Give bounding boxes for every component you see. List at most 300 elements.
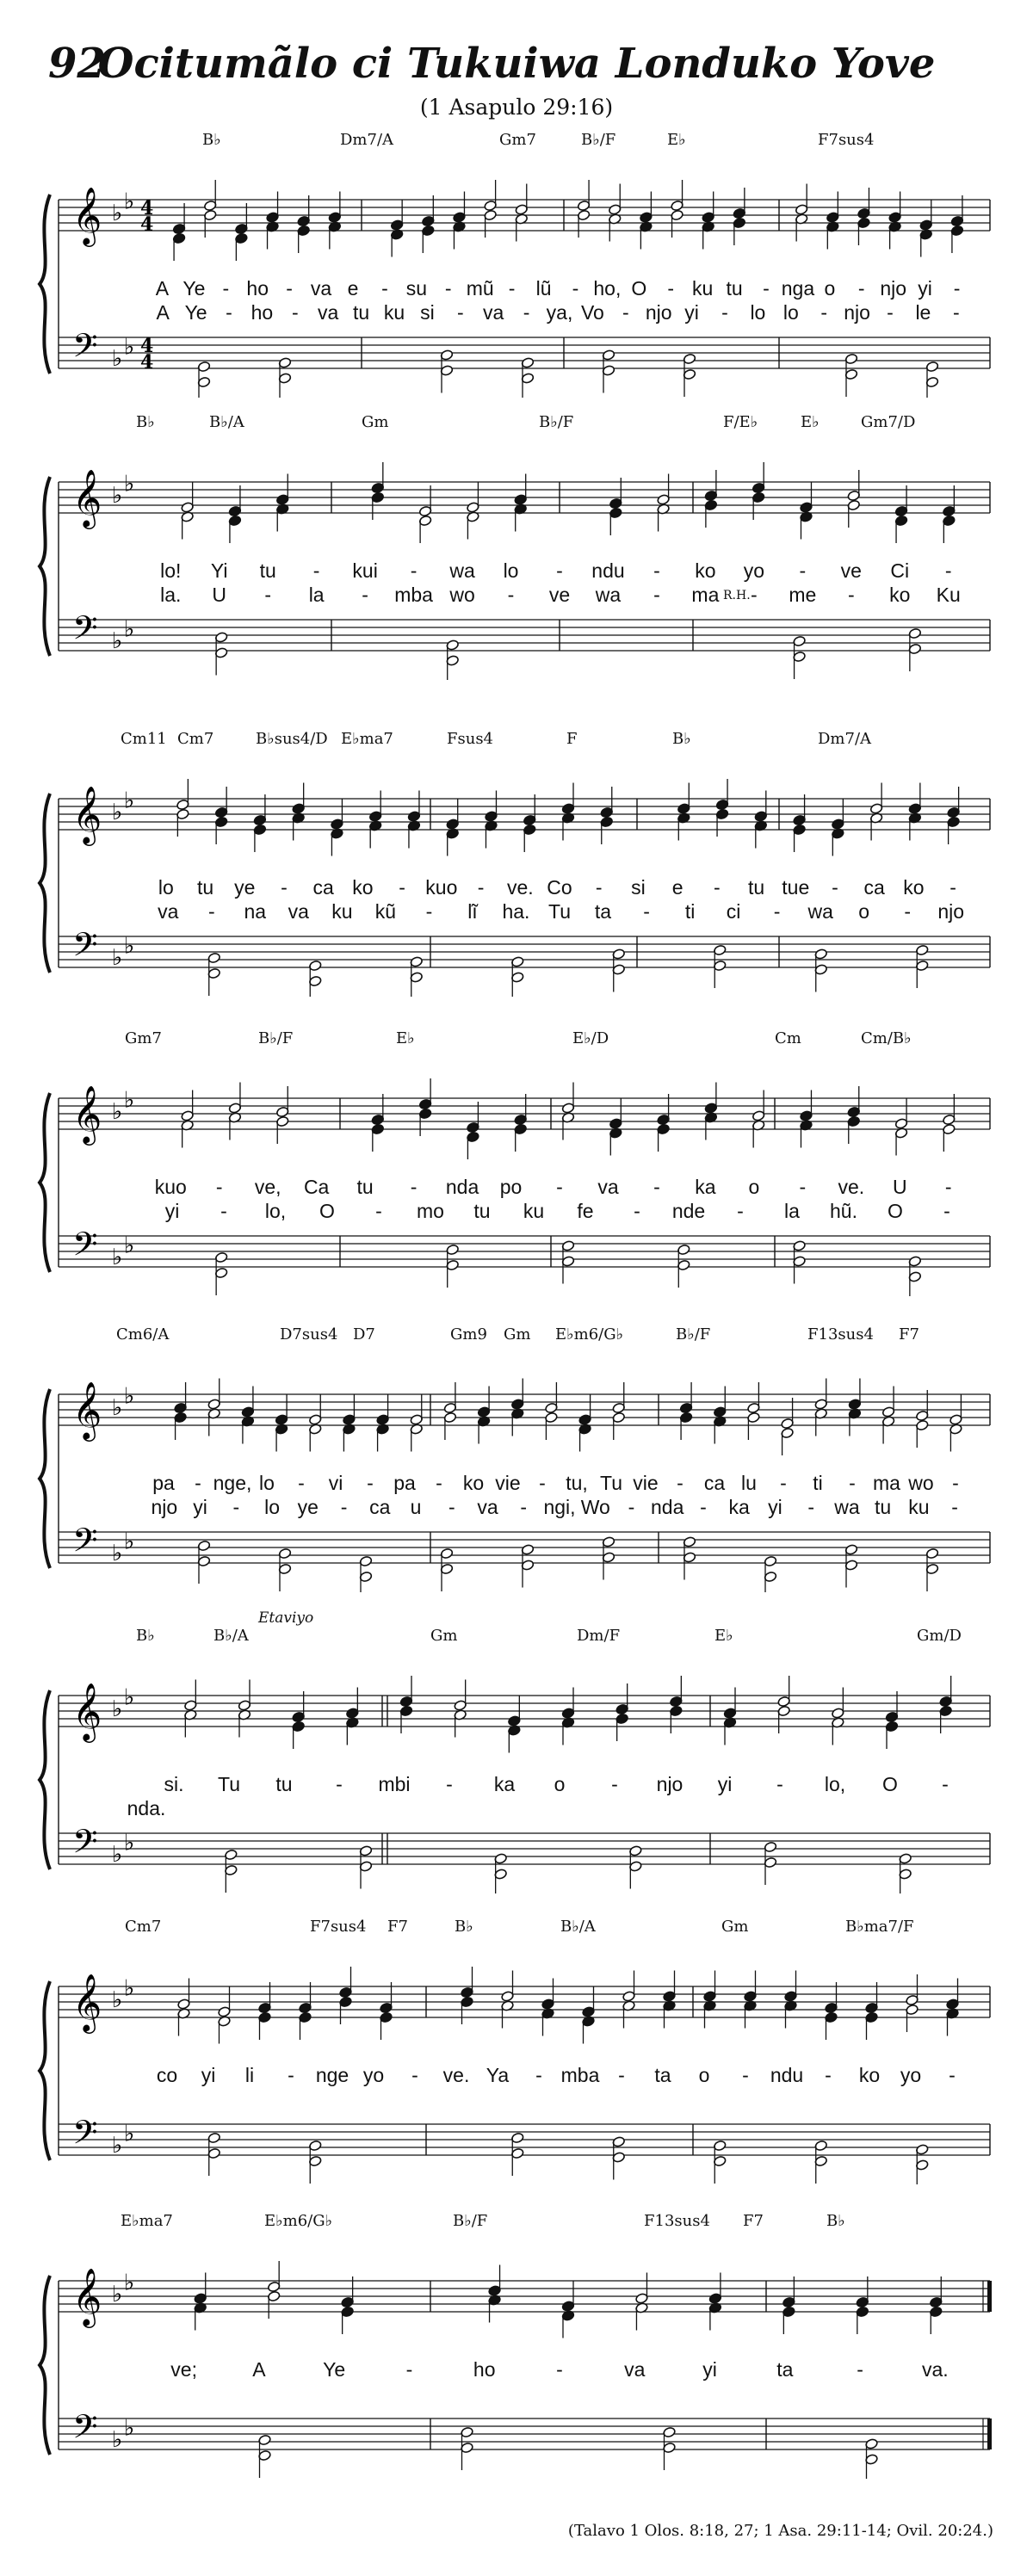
lyric-syllable: - xyxy=(405,2358,413,2381)
lyric-syllable: - xyxy=(951,1496,958,1518)
key-flat-icon: ♭ xyxy=(112,2282,123,2307)
lyric-syllable: lũ xyxy=(535,277,552,300)
key-flat-icon: ♭ xyxy=(124,1087,135,1114)
key-flat-icon: ♭ xyxy=(124,1684,135,1711)
lyric-syllable: - xyxy=(742,2064,749,2086)
key-flat-icon: ♭ xyxy=(124,1975,135,2002)
lyric-syllable: lo xyxy=(750,301,766,324)
treble-clef-icon: 𝄞 xyxy=(72,1381,102,1439)
lyric-syllable: - xyxy=(653,1176,660,1198)
chord-symbol: D7 xyxy=(353,1325,375,1344)
lyric-syllable: ve, xyxy=(254,1176,281,1198)
lyric-syllable: - xyxy=(949,876,956,899)
lyric-syllable: - xyxy=(340,1496,348,1518)
lyric-syllable: wa xyxy=(834,1496,860,1518)
lyric-syllable: wa xyxy=(807,900,833,923)
lyric-syllable: e xyxy=(347,277,359,300)
lyric-syllable: ko xyxy=(695,559,716,582)
lyric-syllable: nde xyxy=(671,1200,706,1222)
lyric-syllable: la. xyxy=(160,584,182,606)
lyric-syllable: - xyxy=(799,1176,807,1198)
chord-symbol: E♭/D xyxy=(572,1029,609,1047)
lyric-syllable: ko xyxy=(889,584,911,606)
chord-symbol: D7sus4 xyxy=(280,1325,338,1344)
lyric-syllable: lĩ xyxy=(467,900,478,923)
lyric-syllable: ca xyxy=(312,876,334,899)
lyric-syllable: kui xyxy=(352,559,378,582)
lyric-syllable: - xyxy=(737,1200,744,1222)
lyric-syllable: va xyxy=(310,277,332,300)
chord-symbol: Gm9 xyxy=(450,1325,487,1344)
lyric-syllable: va xyxy=(477,1496,498,1518)
chord-symbol: Cm6/A xyxy=(116,1325,170,1344)
lyric-syllable: nga xyxy=(781,277,815,300)
lyric-syllable: ve; xyxy=(170,2358,197,2381)
chord-symbol: Dm7/A xyxy=(818,730,872,748)
lyric-syllable: njo xyxy=(151,1496,178,1518)
lyric-syllable: - xyxy=(721,301,728,324)
lyric-syllable: - xyxy=(949,2064,956,2086)
lyric-syllable: - xyxy=(953,277,961,300)
lyrics-verse-2 xyxy=(0,1797,1033,1823)
key-flat-icon: ♭ xyxy=(112,483,123,509)
lyric-syllable: - xyxy=(556,2358,563,2381)
lyric-syllable: nge xyxy=(315,2064,349,2086)
lyric-syllable: - xyxy=(226,301,232,324)
treble-clef-icon: 𝄞 xyxy=(72,1682,102,1740)
lyric-syllable: - xyxy=(264,584,272,606)
lyric-syllable: yo xyxy=(362,2064,385,2086)
lyric-syllable: tu, xyxy=(566,1472,588,1494)
lyric-syllable: ku xyxy=(523,1200,545,1222)
lyric-syllable: ho, xyxy=(593,277,622,300)
lyric-syllable: lo xyxy=(259,1472,275,1494)
bass-clef-icon: 𝄢 xyxy=(72,326,98,373)
lyric-syllable: ye xyxy=(234,876,256,899)
lyric-syllable: tu xyxy=(875,1496,892,1518)
hymn-number: 92 xyxy=(48,40,106,88)
lyrics-verse-2 xyxy=(0,584,1033,609)
lyrics-verse-1 xyxy=(0,559,1033,585)
key-flat-icon: ♭ xyxy=(124,471,135,497)
staff-system-graphic xyxy=(0,1317,1033,1592)
lyric-syllable: ti xyxy=(813,1472,823,1494)
lyric-syllable: lo xyxy=(782,301,799,324)
lyric-syllable: - xyxy=(677,1472,684,1494)
lyric-syllable: - xyxy=(399,876,405,899)
lyric-syllable: yi xyxy=(717,1773,733,1795)
bass-staff xyxy=(59,620,990,651)
lyric-syllable: o xyxy=(858,900,870,923)
lyric-syllable: - xyxy=(446,1773,453,1795)
key-flat-icon: ♭ xyxy=(124,788,135,814)
lyric-syllable: - xyxy=(539,1472,546,1494)
tempo-marking: Etaviyo xyxy=(258,1609,314,1627)
key-flat-icon: ♭ xyxy=(112,1842,123,1868)
lyric-syllable: - xyxy=(410,1176,418,1198)
bass-clef-icon: 𝄢 xyxy=(72,608,98,655)
chord-symbol: B♭ xyxy=(136,413,155,431)
lyric-syllable: - xyxy=(286,277,293,300)
lyric-syllable: - xyxy=(425,900,433,923)
lyric-syllable: ma xyxy=(873,1472,900,1494)
lyric-syllable: - xyxy=(634,1200,640,1222)
lyric-syllable: hũ. xyxy=(830,1200,857,1222)
lyric-syllable: ta xyxy=(654,2064,671,2086)
lyric-syllable: - xyxy=(523,301,530,324)
chord-symbol: Gm7/D xyxy=(861,413,916,431)
lyric-syllable: - xyxy=(220,1200,227,1222)
lyric-syllable: o xyxy=(824,277,836,300)
key-flat-icon: ♭ xyxy=(112,2427,123,2453)
lyric-syllable: wo xyxy=(449,584,475,606)
lyric-syllable: - xyxy=(508,277,516,300)
lyric-syllable: kuo xyxy=(425,876,458,899)
chord-symbol: E♭ xyxy=(667,131,686,149)
lyric-syllable: ci xyxy=(726,900,741,923)
lyrics-verse-2 xyxy=(0,301,1033,327)
lyric-syllable: - xyxy=(943,1200,950,1222)
staff-system-graphic xyxy=(0,2203,1033,2479)
lyric-syllable: - xyxy=(700,1496,707,1518)
lyric-syllable: lo xyxy=(264,1496,281,1518)
key-flat-icon: ♭ xyxy=(124,2270,135,2296)
lyric-syllable: lo xyxy=(503,559,519,582)
lyric-syllable: - xyxy=(825,2064,832,2086)
key-flat-icon: ♭ xyxy=(112,2133,123,2159)
lyric-syllable: kũ xyxy=(374,900,397,923)
lyric-syllable: - xyxy=(942,1773,949,1795)
lyrics-verse-2 xyxy=(0,1200,1033,1226)
lyric-syllable: le xyxy=(915,301,931,324)
lyric-syllable: U xyxy=(892,1176,907,1198)
treble-clef-icon: 𝄞 xyxy=(72,2267,102,2326)
lyric-syllable: ku xyxy=(331,900,353,923)
lyric-syllable: ve. xyxy=(838,1176,865,1198)
lyric-syllable: ho xyxy=(473,2358,496,2381)
lyric-syllable: O xyxy=(631,277,647,300)
lyric-syllable: Ya xyxy=(486,2064,510,2086)
key-flat-icon: ♭ xyxy=(124,1830,135,1856)
bass-clef-icon: 𝄢 xyxy=(72,1225,98,1271)
lyric-syllable: o xyxy=(554,1773,566,1795)
bass-staff xyxy=(59,2121,990,2155)
lyric-syllable: - xyxy=(653,584,660,606)
lyric-syllable: - xyxy=(832,876,838,899)
lyric-syllable: - xyxy=(643,900,650,923)
hymn-scripture-reference: (1 Asapulo 29:16) xyxy=(419,95,614,120)
lyric-syllable: kuo xyxy=(154,1176,187,1198)
lyric-syllable: - xyxy=(336,1773,343,1795)
treble-staff xyxy=(59,799,990,830)
lyric-syllable: ve xyxy=(840,559,862,582)
lyric-syllable: - xyxy=(847,584,855,606)
lyric-syllable: Ci xyxy=(890,559,910,582)
treble-clef-icon: 𝄞 xyxy=(72,468,102,527)
bass-staff xyxy=(59,933,990,967)
music-system xyxy=(0,405,1033,680)
lyric-syllable: va. xyxy=(922,2358,949,2381)
lyric-syllable: tu xyxy=(353,301,370,324)
time-signature-bottom: 4 xyxy=(140,213,154,236)
lyric-syllable: - xyxy=(312,559,320,582)
key-flat-icon: ♭ xyxy=(112,1395,123,1421)
lyric-syllable: e xyxy=(671,876,684,899)
bass-clef-icon: 𝄢 xyxy=(72,2113,98,2159)
key-flat-icon: ♭ xyxy=(112,1541,123,1566)
lyric-syllable: - xyxy=(653,559,660,582)
lyric-syllable: O xyxy=(888,1200,903,1222)
final-bar-thick xyxy=(987,2281,992,2312)
lyric-syllable: - xyxy=(448,1496,455,1518)
lyric-syllable: va xyxy=(288,900,309,923)
lyric-syllable: Ye xyxy=(184,301,207,324)
lyric-syllable: co xyxy=(156,2064,178,2086)
bass-staff xyxy=(59,2415,990,2449)
bass-staff xyxy=(59,1830,990,1864)
lyric-syllable: ma xyxy=(691,584,720,606)
lyric-syllable: ku xyxy=(691,277,714,300)
chord-symbol: Cm7 xyxy=(177,730,214,748)
lyric-syllable: na xyxy=(244,900,267,923)
bass-clef-icon: 𝄢 xyxy=(72,2407,98,2454)
lyric-syllable: nge, xyxy=(213,1472,252,1494)
chord-symbol: Gm xyxy=(362,413,389,431)
time-signature-bottom: 4 xyxy=(140,351,154,374)
lyric-syllable: ko xyxy=(462,1472,485,1494)
lyric-syllable: ngi, xyxy=(543,1496,576,1518)
lyric-syllable: - xyxy=(556,559,563,582)
lyric-syllable: - xyxy=(595,876,603,899)
key-flat-icon: ♭ xyxy=(124,1383,135,1410)
chord-symbol: E♭ma7 xyxy=(341,730,393,748)
lyric-syllable: tu xyxy=(275,1773,293,1795)
lyric-syllable: U xyxy=(212,584,227,606)
lyric-syllable: - xyxy=(298,1472,305,1494)
key-flat-icon: ♭ xyxy=(112,628,123,654)
chord-symbol: B♭/F xyxy=(539,413,574,431)
lyric-syllable: Ye xyxy=(182,277,206,300)
lyric-syllable: li xyxy=(244,2064,255,2086)
lyric-syllable: ko xyxy=(352,876,374,899)
lyric-syllable: va xyxy=(624,2358,646,2381)
lyric-syllable: tu xyxy=(356,1176,374,1198)
lyric-syllable: yi xyxy=(201,2064,216,2086)
chord-symbol: Cm7 xyxy=(125,1918,162,1936)
lyrics-verse-1 xyxy=(0,1773,1033,1799)
chord-symbol: B♭/F xyxy=(258,1029,294,1047)
lyric-syllable: - xyxy=(507,584,515,606)
chord-symbol: Cm/B♭ xyxy=(861,1029,912,1047)
lyric-syllable: njo xyxy=(656,1773,684,1795)
lyric-syllable: ti xyxy=(684,900,696,923)
lyric-syllable: - xyxy=(195,1472,201,1494)
treble-clef-icon: 𝄞 xyxy=(72,1084,102,1143)
chord-symbol: B♭/F xyxy=(676,1325,711,1344)
lyric-syllable: - xyxy=(215,1176,223,1198)
time-signature-top: 4 xyxy=(140,335,154,357)
lyric-syllable: - xyxy=(887,301,894,324)
lyric-syllable: lu xyxy=(741,1472,757,1494)
bass-clef-icon: 𝄢 xyxy=(72,1822,98,1869)
key-flat-icon: ♭ xyxy=(124,2121,135,2147)
lyric-syllable: ho xyxy=(251,301,274,324)
lyric-syllable: lo, xyxy=(264,1200,287,1222)
staff-system-graphic xyxy=(0,721,1033,997)
lyric-syllable: lo! xyxy=(160,559,182,582)
chord-symbol: F13sus4 xyxy=(807,1325,874,1344)
key-flat-icon: ♭ xyxy=(112,1245,123,1270)
lyric-syllable: njo xyxy=(937,900,965,923)
lyric-syllable: mba xyxy=(394,584,433,606)
lyric-syllable: va xyxy=(158,900,179,923)
chord-symbol: B♭ xyxy=(202,131,221,149)
music-system xyxy=(0,1909,1033,2184)
chord-symbol: Gm xyxy=(430,1627,458,1645)
chord-symbol: B♭ma7/F xyxy=(845,1918,914,1936)
lyric-syllable: - xyxy=(857,2358,863,2381)
lyrics-verse-1 xyxy=(0,876,1033,902)
lyric-syllable: - xyxy=(667,277,675,300)
lyric-syllable: Yi xyxy=(210,559,228,582)
lyrics-verse-2 xyxy=(0,900,1033,926)
chord-symbol: B♭ xyxy=(136,1627,155,1645)
lyric-syllable: - xyxy=(288,2064,294,2086)
lyric-syllable: ve. xyxy=(442,2064,470,2086)
lyric-syllable: - xyxy=(232,1496,240,1518)
lyric-syllable: lo, xyxy=(824,1773,846,1795)
lyric-syllable: yo xyxy=(900,2064,922,2086)
lyric-syllable: mba xyxy=(560,2064,600,2086)
key-flat-icon: ♭ xyxy=(124,1232,135,1259)
music-system xyxy=(0,2203,1033,2479)
key-flat-icon: ♭ xyxy=(124,616,135,643)
right-hand-marking: R.H. xyxy=(723,589,751,602)
lyric-syllable: yi xyxy=(768,1496,782,1518)
chord-symbol: B♭/A xyxy=(560,1918,596,1936)
lyric-syllable: vie xyxy=(495,1472,521,1494)
chord-symbol: B♭sus4/D xyxy=(256,730,328,748)
chord-symbol: F7sus4 xyxy=(310,1918,367,1936)
lyric-syllable: po xyxy=(499,1176,523,1198)
lyric-syllable: la xyxy=(308,584,325,606)
lyric-syllable: tu xyxy=(726,277,743,300)
lyric-syllable: Wo xyxy=(580,1496,610,1518)
lyric-syllable: pa xyxy=(152,1472,175,1494)
treble-clef-icon: 𝄞 xyxy=(72,186,102,244)
lyric-syllable: ko xyxy=(903,876,925,899)
key-flat-icon: ♭ xyxy=(112,1696,123,1722)
footnote-references: (Talavo 1 Olos. 8:18, 27; 1 Asa. 29:11-14; Ovil. 20:24.) xyxy=(567,2522,993,2540)
lyric-syllable: - xyxy=(751,584,758,606)
chord-symbol: Fsus4 xyxy=(447,730,494,748)
lyric-syllable: A xyxy=(155,277,170,300)
lyric-syllable: Ku xyxy=(936,584,961,606)
lyric-syllable: Tu xyxy=(600,1472,622,1494)
lyric-syllable: si xyxy=(631,876,646,899)
key-flat-icon: ♭ xyxy=(124,334,135,361)
music-system xyxy=(0,1021,1033,1296)
lyric-syllable: - xyxy=(410,559,418,582)
lyric-syllable: ve xyxy=(548,584,571,606)
lyric-syllable: - xyxy=(776,1773,783,1795)
chord-symbol: B♭ xyxy=(672,730,691,748)
lyric-syllable: - xyxy=(618,2064,625,2086)
staff-system-graphic xyxy=(0,122,1033,398)
chord-symbol: Gm7 xyxy=(499,131,536,149)
chord-symbol: E♭ xyxy=(396,1029,415,1047)
lyric-syllable: - xyxy=(477,876,485,899)
lyric-syllable: - xyxy=(714,876,721,899)
lyric-syllable: - xyxy=(367,1472,374,1494)
treble-clef-icon: 𝄞 xyxy=(72,1973,102,2031)
lyric-syllable: - xyxy=(952,301,960,324)
lyric-syllable: ka xyxy=(695,1176,716,1198)
lyric-syllable: nda xyxy=(445,1176,479,1198)
chord-symbol: B♭/F xyxy=(453,2212,488,2230)
chord-symbol: F7sus4 xyxy=(818,131,875,149)
chord-symbol: Cm11 xyxy=(121,730,167,748)
lyric-syllable: ca xyxy=(703,1472,726,1494)
lyric-syllable: pa xyxy=(393,1472,416,1494)
chord-symbol: Cm xyxy=(775,1029,801,1047)
lyric-syllable: Tu xyxy=(548,900,571,923)
lyric-syllable: - xyxy=(952,1472,959,1494)
lyric-syllable: wo xyxy=(908,1472,934,1494)
lyric-syllable: yi xyxy=(684,301,699,324)
key-flat-icon: ♭ xyxy=(124,188,135,215)
lyric-syllable: si xyxy=(420,301,435,324)
chord-symbol: Gm xyxy=(504,1325,531,1344)
lyric-syllable: - xyxy=(381,277,388,300)
time-signature-top: 4 xyxy=(140,197,154,219)
lyric-syllable: wa xyxy=(595,584,622,606)
lyric-syllable: - xyxy=(628,1496,635,1518)
lyric-syllable: A xyxy=(252,2358,266,2381)
lyric-syllable: - xyxy=(291,301,299,324)
chord-symbol: E♭ xyxy=(714,1627,733,1645)
lyric-syllable: va xyxy=(318,301,339,324)
lyric-syllable: u xyxy=(410,1496,422,1518)
lyric-syllable: ho xyxy=(246,277,269,300)
lyric-syllable: Tu xyxy=(218,1773,240,1795)
chord-symbol: Gm7 xyxy=(125,1029,162,1047)
chord-symbol: F7 xyxy=(387,1918,408,1936)
lyric-syllable: - xyxy=(622,301,629,324)
lyric-syllable: ku xyxy=(908,1496,930,1518)
lyric-syllable: O xyxy=(319,1200,335,1222)
chord-symbol: F xyxy=(566,730,578,748)
chord-symbol: B♭ xyxy=(455,1918,473,1936)
lyric-syllable: yi xyxy=(918,277,932,300)
lyric-syllable: - xyxy=(799,559,807,582)
lyric-syllable: - xyxy=(456,301,464,324)
chord-symbol: B♭/A xyxy=(213,1627,249,1645)
lyrics-verse-1 xyxy=(0,277,1033,303)
staff-system-graphic xyxy=(0,1909,1033,2184)
lyric-syllable: - xyxy=(520,1496,528,1518)
lyric-syllable: - xyxy=(535,2064,542,2086)
lyric-syllable: ye xyxy=(297,1496,319,1518)
lyric-syllable: ka xyxy=(493,1773,516,1795)
lyric-syllable: yo xyxy=(743,559,765,582)
staff-system-graphic xyxy=(0,1021,1033,1296)
lyric-syllable: nda xyxy=(651,1496,684,1518)
lyric-syllable: Ye xyxy=(323,2358,346,2381)
treble-staff xyxy=(59,1394,990,1425)
lyric-syllable: o xyxy=(698,2064,710,2086)
lyric-syllable: - xyxy=(436,1472,442,1494)
